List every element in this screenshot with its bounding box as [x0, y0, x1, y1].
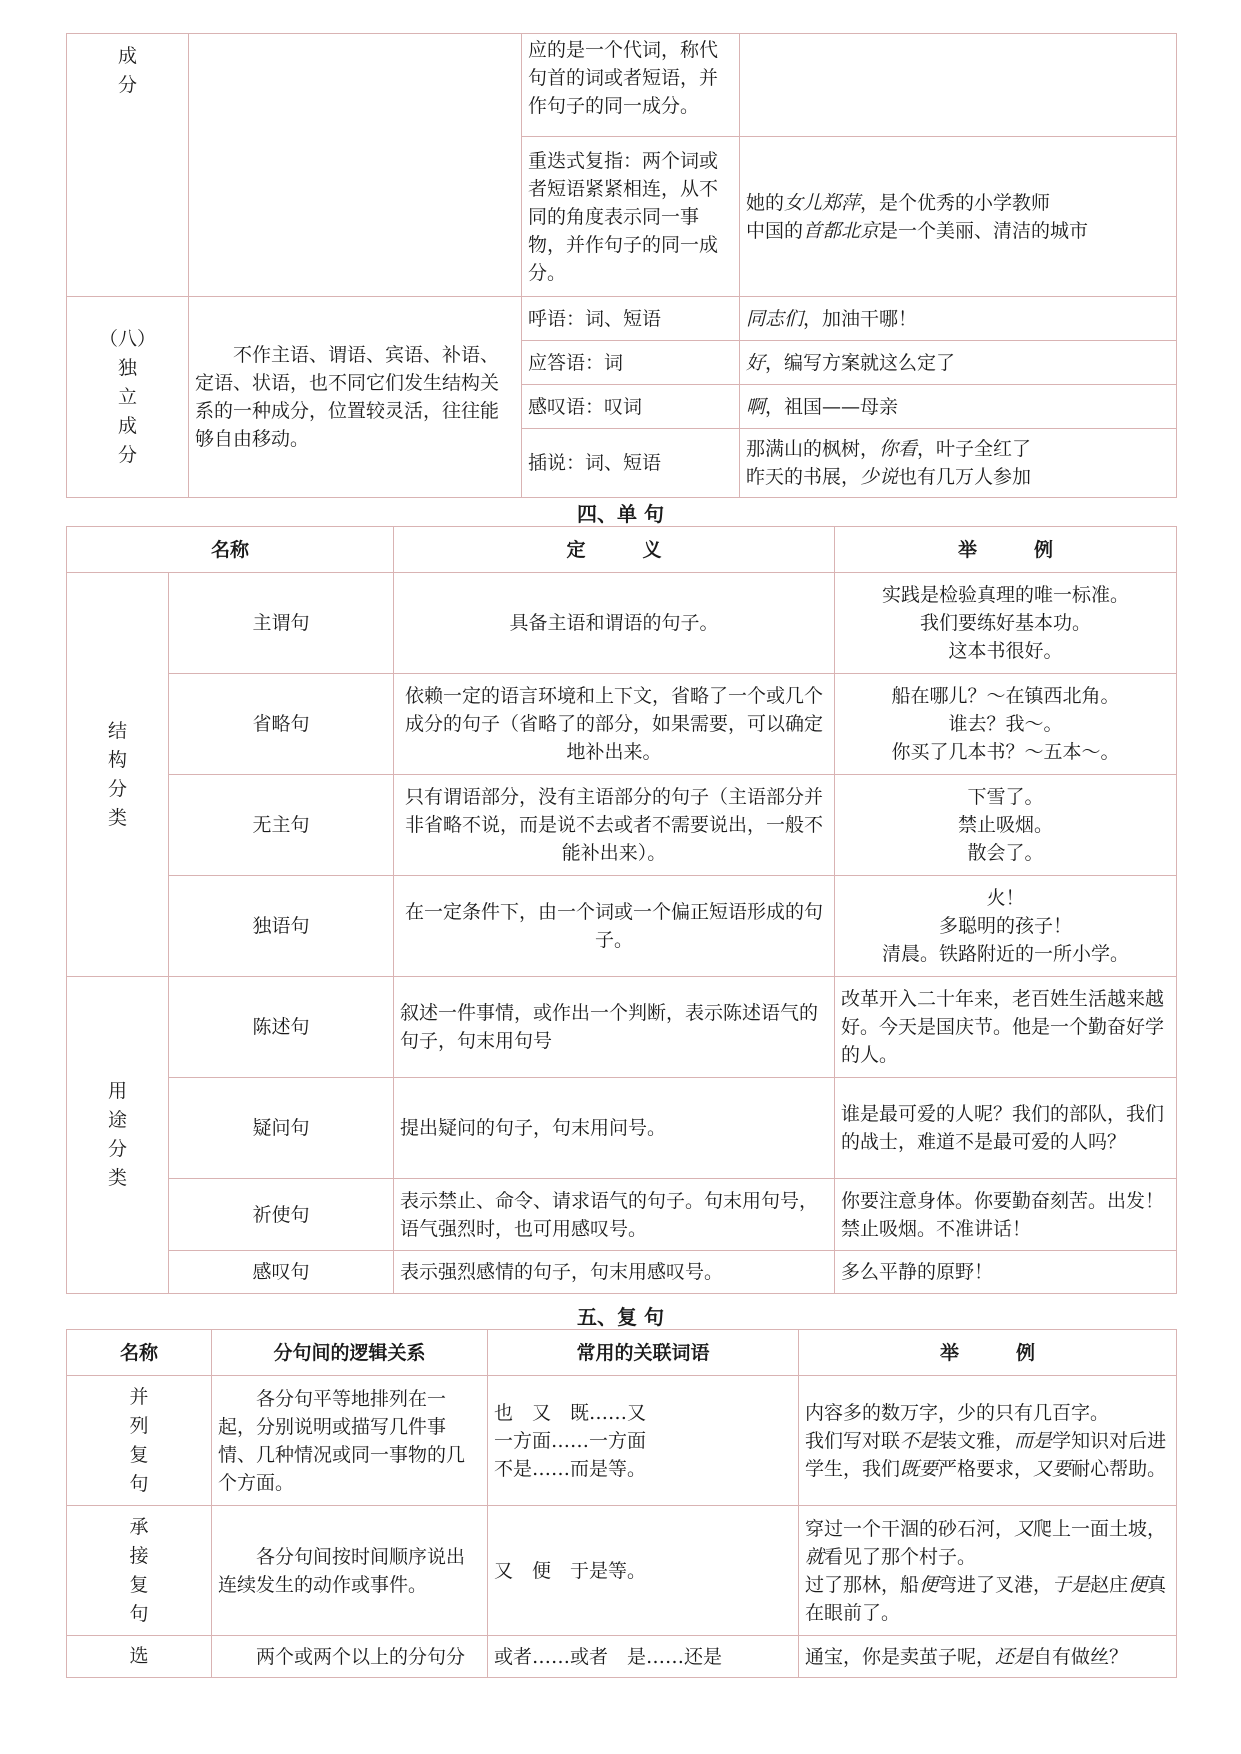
sentence-type-name: 无主句 — [169, 775, 394, 876]
response-example: 好，编写方案就这么定了 — [740, 341, 1177, 385]
header-connectives: 常用的关联词语 — [488, 1330, 799, 1376]
sentence-type-example: 下雪了。 禁止吸烟。 散会了。 — [835, 775, 1177, 876]
complex-type-label: 承 接 复 句 — [67, 1506, 212, 1636]
complex-type-connectives: 也 又 既……又 一方面……一方面 不是……而是等。 — [488, 1376, 799, 1506]
structure-classification-label: 结 构 分 类 — [67, 573, 169, 977]
sentence-type-definition: 表示禁止、命令、请求语气的句子。句末用句号，语气强烈时，也可用感叹号。 — [394, 1179, 835, 1251]
complex-type-example: 内容多的数万字，少的只有几百字。 我们写对联不是装文雅，而是学知识对后进学生，我们既要严格要求，又要耐心帮助。 — [799, 1376, 1177, 1506]
independent-component-label: （八） 独 立 成 分 — [67, 297, 189, 498]
example-line: 中国的首都北京是一个美丽、清洁的城市 — [746, 219, 1089, 242]
header-name: 名称 — [67, 1330, 212, 1376]
interjection-name: 感叹语：叹词 — [522, 385, 740, 429]
sentence-type-definition: 提出疑问的句子，句末用问号。 — [394, 1078, 835, 1179]
simple-sentence-table — [66, 526, 1177, 1294]
example-line: 她的女儿郑萍，是个优秀的小学教师 — [746, 191, 1051, 214]
complex-type-connectives: 或者……或者 是……还是 — [488, 1636, 799, 1678]
appositive-definition-1: 应的是一个代词，称代句首的词或者短语，并作句子的同一成分。 — [522, 34, 740, 137]
complex-type-connectives: 又 便 于是等。 — [488, 1506, 799, 1636]
sentence-type-definition: 依赖一定的语言环境和上下文，省略了一个或几个成分的句子（省略了的部分，如果需要，可以确定地补出来。 — [394, 674, 835, 775]
sentence-type-definition: 在一定条件下，由一个词或一个偏正短语形成的句子。 — [394, 876, 835, 977]
complex-type-logic: 各分句平等地排列在一起，分别说明或描写几件事情、几种情况或同一事物的几个方面。 — [212, 1376, 488, 1506]
appositive-example-2 — [740, 137, 1177, 297]
sentence-type-example: 多么平静的原野！ — [835, 1251, 1177, 1294]
sentence-type-definition: 只有谓语部分，没有主语部分的句子（主语部分并非省略不说，而是说不去或者不需要说出，一般不能补出来）。 — [394, 775, 835, 876]
header-example: 举 例 — [835, 527, 1177, 573]
complex-type-example: 通宝，你是卖茧子呢，还是自有做丝？ — [799, 1636, 1177, 1678]
header-logic: 分句间的逻辑关系 — [212, 1330, 488, 1376]
response-name: 应答语：词 — [522, 341, 740, 385]
vocative-name: 呼语：词、短语 — [522, 297, 740, 341]
sentence-type-example: 火！ 多聪明的孩子！ 清晨。铁路附近的一所小学。 — [835, 876, 1177, 977]
sentence-type-name: 省略句 — [169, 674, 394, 775]
header-definition: 定 义 — [394, 527, 835, 573]
sentence-components-table — [66, 33, 1177, 498]
sentence-type-name: 疑问句 — [169, 1078, 394, 1179]
header-name: 名称 — [67, 527, 394, 573]
parenthesis-example: 那满山的枫树，你看，叶子全红了 昨天的书展，少说也有几万人参加 — [740, 429, 1177, 498]
header-example: 举 例 — [799, 1330, 1177, 1376]
appositive-definition-2: 重迭式复指：两个词或者短语紧紧相连，从不同的角度表示同一事物，并作句子的同一成分。 — [522, 137, 740, 297]
chengfen-label: 成 分 — [67, 34, 189, 297]
sentence-type-name: 独语句 — [169, 876, 394, 977]
appositive-example-1 — [740, 34, 1177, 137]
empty-definition-cell — [189, 34, 522, 297]
sentence-type-example: 你要注意身体。你要勤奋刻苦。出发！禁止吸烟。不准讲话！ — [835, 1179, 1177, 1251]
sentence-type-name: 主谓句 — [169, 573, 394, 674]
sentence-type-definition: 叙述一件事情，或作出一个判断，表示陈述语气的句子，句末用句号 — [394, 977, 835, 1078]
complex-type-logic: 各分句间按时间顺序说出连续发生的动作或事件。 — [212, 1506, 488, 1636]
complex-type-label: 并 列 复 句 — [67, 1376, 212, 1506]
interjection-example: 啊，祖国——母亲 — [740, 385, 1177, 429]
complex-type-example: 穿过一个干涸的砂石河，又爬上一面土坡，就看见了那个村子。 过了那林，船便弯进了叉港，于是赵庄便真在眼前了。 — [799, 1506, 1177, 1636]
vocative-example: 同志们，加油干哪！ — [740, 297, 1177, 341]
sentence-type-example: 实践是检验真理的唯一标准。 我们要练好基本功。 这本书很好。 — [835, 573, 1177, 674]
sentence-type-name: 陈述句 — [169, 977, 394, 1078]
sentence-type-name: 感叹句 — [169, 1251, 394, 1294]
section-title-complex-sentence: 五、复 句 — [577, 1305, 664, 1329]
parenthesis-name: 插说：词、短语 — [522, 429, 740, 498]
complex-type-logic: 两个或两个以上的分句分 — [212, 1636, 488, 1678]
independent-component-definition: 不作主语、谓语、宾语、补语、定语、状语，也不同它们发生结构关系的一种成分，位置较灵活，往往能够自由移动。 — [189, 297, 522, 498]
sentence-type-example: 改革开入二十年来，老百姓生活越来越好。今天是国庆节。他是一个勤奋好学的人。 — [835, 977, 1177, 1078]
sentence-type-name: 祈使句 — [169, 1179, 394, 1251]
sentence-type-example: 船在哪儿？～在镇西北角。 谁去？我～。 你买了几本书？～五本～。 — [835, 674, 1177, 775]
section-title-simple-sentence: 四、单 句 — [577, 502, 664, 526]
sentence-type-definition: 表示强烈感情的句子，句末用感叹号。 — [394, 1251, 835, 1294]
complex-type-label: 选 — [67, 1636, 212, 1678]
sentence-type-example: 谁是最可爱的人呢？我们的部队，我们的战士，难道不是最可爱的人吗？ — [835, 1078, 1177, 1179]
usage-classification-label: 用 途 分 类 — [67, 977, 169, 1294]
sentence-type-definition: 具备主语和谓语的句子。 — [394, 573, 835, 674]
complex-sentence-table — [66, 1329, 1177, 1678]
